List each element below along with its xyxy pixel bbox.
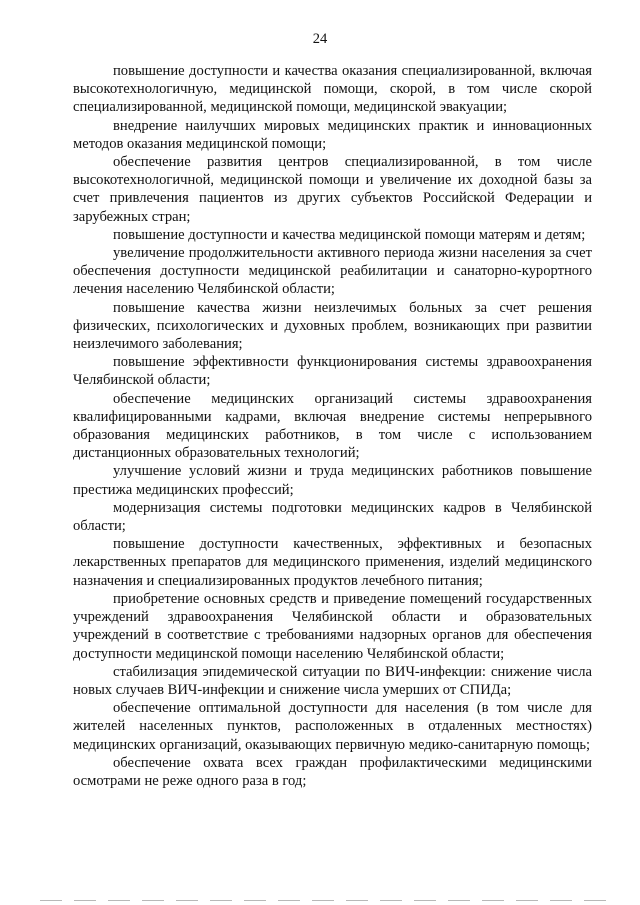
paragraph: повышение доступности и качества медицинской помощи матерям и детям;	[113, 226, 586, 243]
document-body	[73, 62, 592, 790]
paragraph: повышение эффективности функционирования системы здравоохранения Челябинской области;	[73, 354, 592, 389]
paragraph: стабилизация эпидемической ситуации по ВИЧ-инфекции: снижение числа новых случаев ВИЧ-инфекции и снижение числа умерших от СПИДа;	[73, 663, 592, 698]
paragraph: приобретение основных средств и приведение помещений государственных учреждений здравоохранения Челябинской области и образовательных учреждений в соответствие с требованиями надзорных органов для обеспечения доступности медицинской помощи населению Челябинской области;	[73, 590, 592, 662]
paragraph: увеличение продолжительности активного периода жизни населения за счет обеспечения доступности медицинской реабилитации и санаторно-курортного лечения населению Челябинской области;	[73, 245, 592, 298]
paragraph: обеспечение оптимальной доступности для населения (в том числе для жителей населенных пунктов, расположенных в отдаленных местностях) медицинских организаций, оказывающих первичную медико-санитарную помощь;	[73, 700, 592, 753]
paragraph: улучшение условий жизни и труда медицинских работников повышение престижа медицинских профессий;	[73, 463, 592, 498]
paragraph: повышение доступности качественных, эффективных и безопасных лекарственных препаратов для медицинского применения, изделий медицинского назначения и специализированных продуктов лечебного питания;	[73, 536, 592, 589]
scan-edge-divider	[40, 900, 610, 901]
paragraph: обеспечение медицинских организаций системы здравоохранения квалифицированными кадрами, включая внедрение системы непрерывного образования медицинских работников, в том числе с использованием дистанционных образовательных технологий;	[73, 390, 592, 462]
paragraph: повышение качества жизни неизлечимых больных за счет решения физических, психологических и духовных проблем, возникающих при развитии неизлечимого заболевания;	[73, 299, 592, 353]
paragraph: модернизация системы подготовки медицинских кадров в Челябинской области;	[73, 499, 592, 535]
paragraph: повышение доступности и качества оказания специализированной, включая высокотехнологичную, медицинской помощи, скорой, в том числе скорой специализированной, медицинской помощи, медицинской эвакуации;	[73, 63, 592, 116]
paragraph: обеспечение развития центров специализированной, в том числе высокотехнологичной, медицинской помощи и увеличение их доходной базы за счет привлечения пациентов из других субъектов Российской Федерации и зарубежных стран;	[73, 154, 592, 225]
paragraph: обеспечение охвата всех граждан профилактическими медицинскими осмотрами не реже одного раза в год;	[73, 754, 592, 789]
paragraph: внедрение наилучших мировых медицинских практик и инновационных методов оказания медицинской помощи;	[73, 117, 592, 152]
page-number: 24	[312, 31, 328, 47]
